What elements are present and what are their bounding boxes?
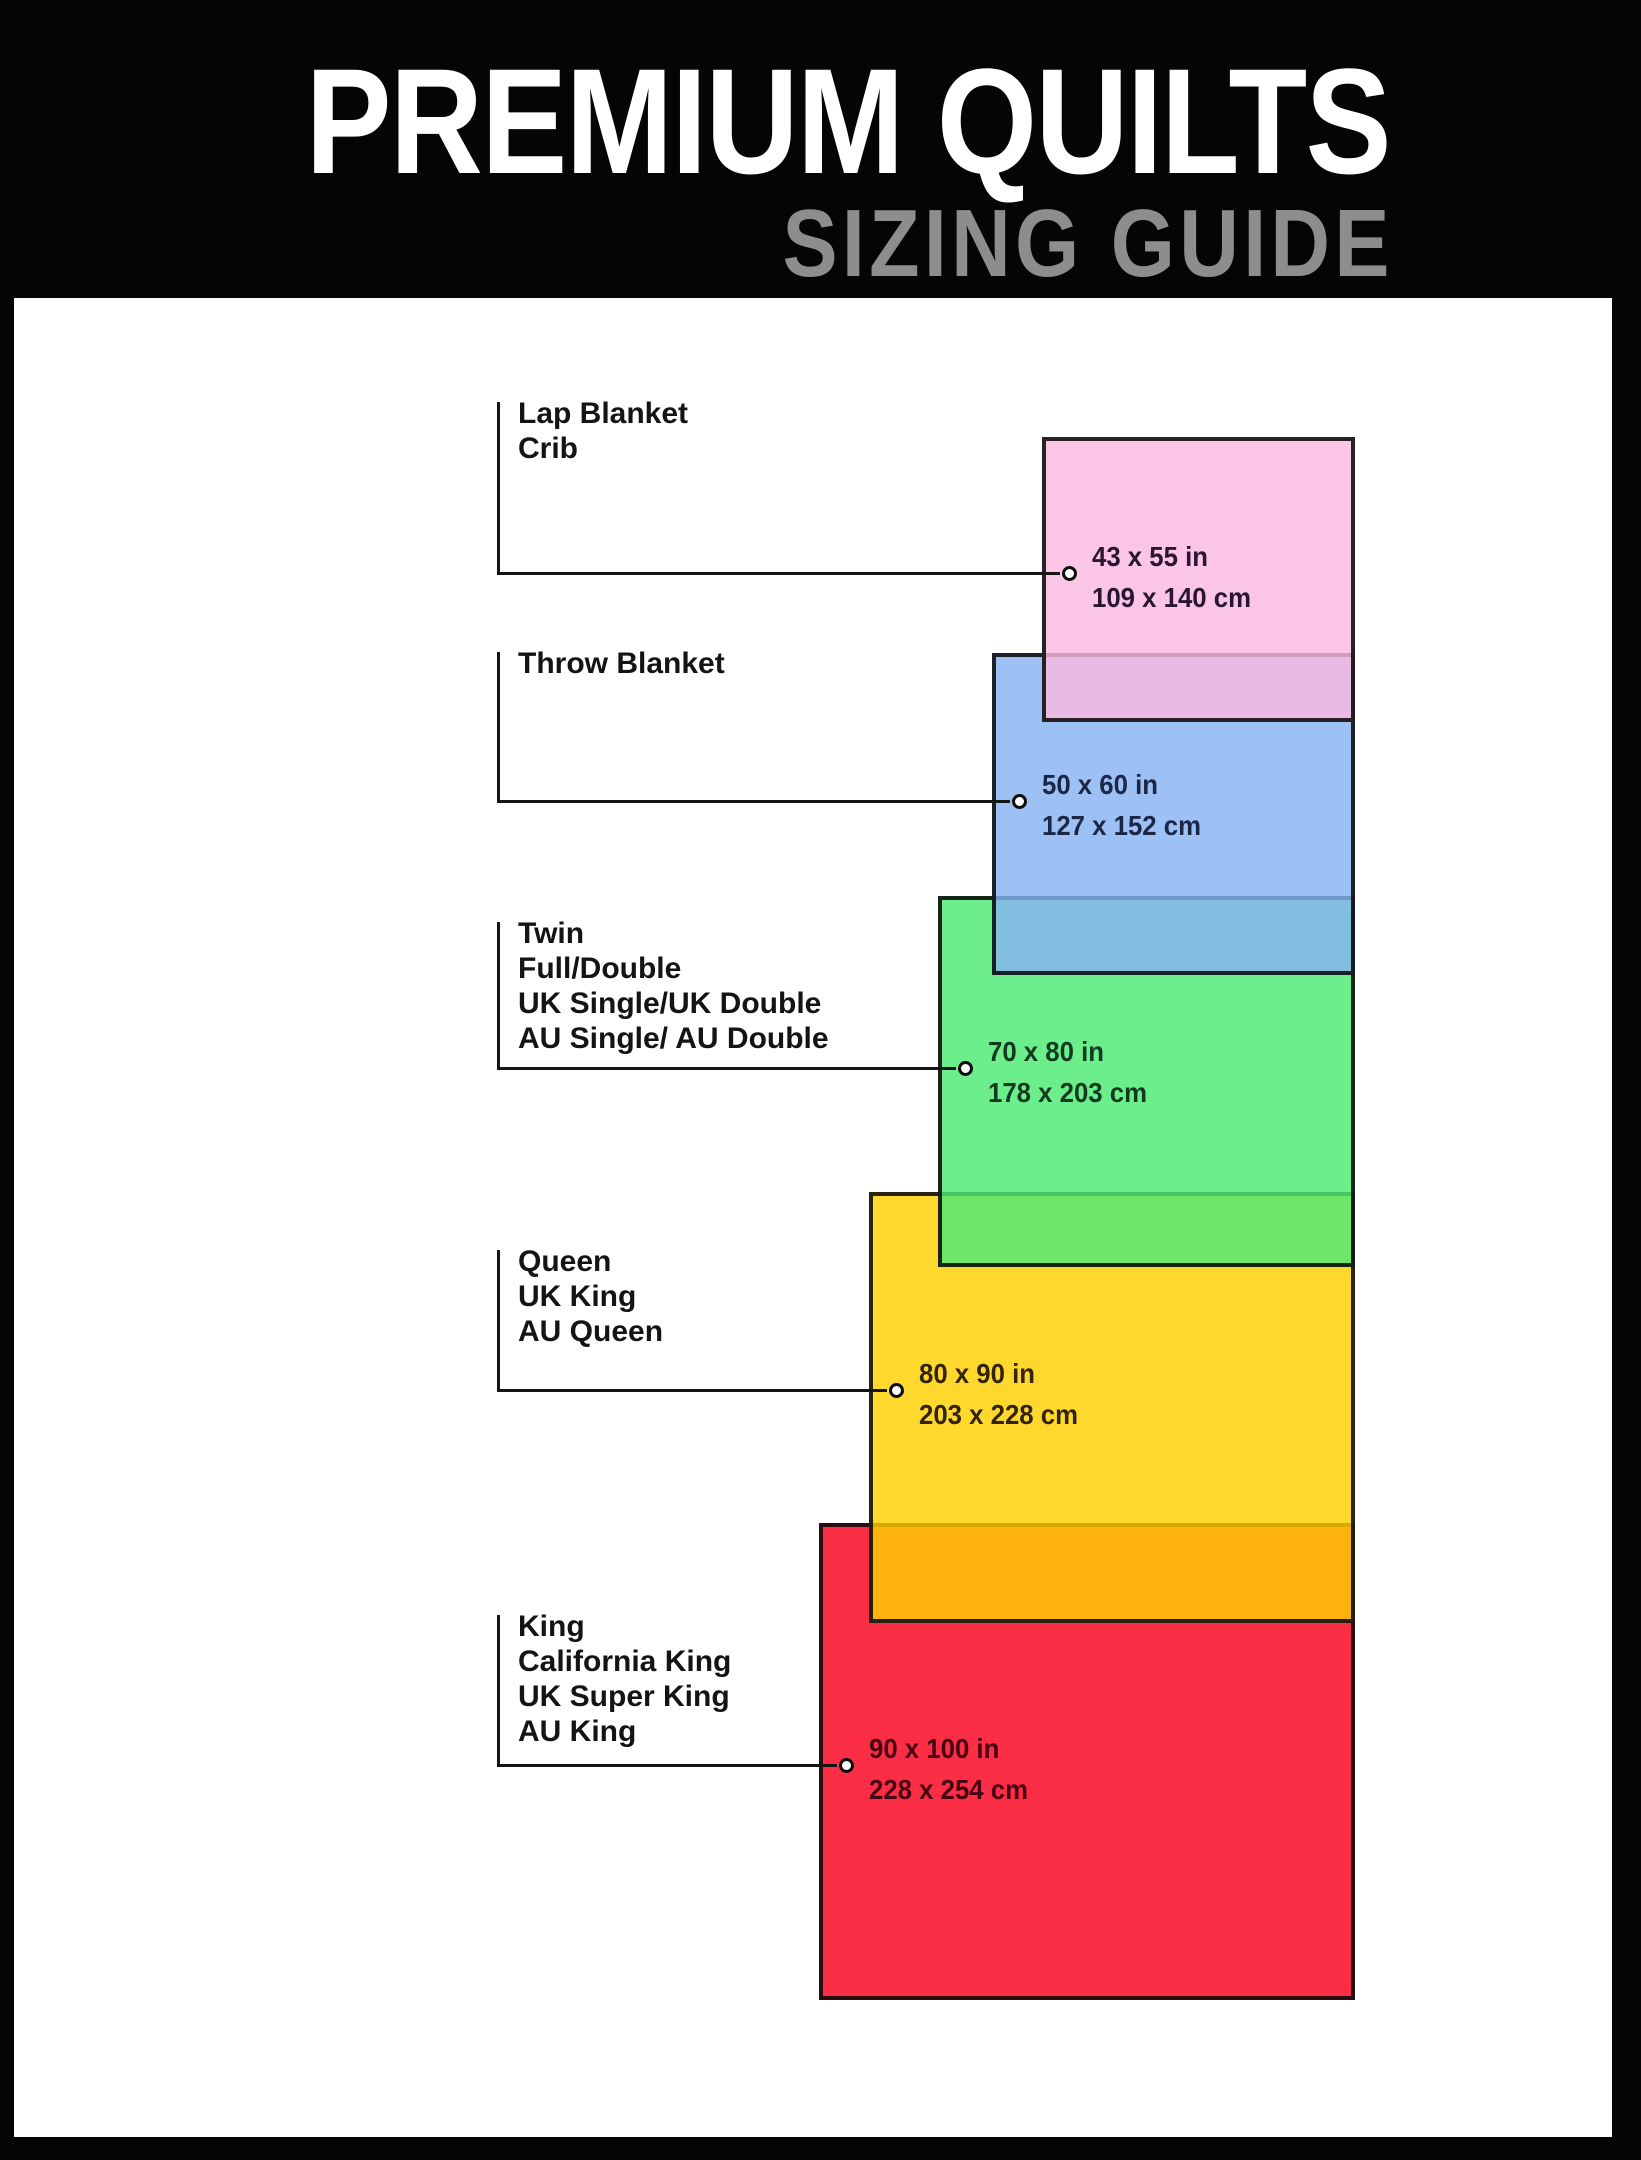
leader-line-horizontal (497, 1764, 837, 1767)
size-inches: 43 x 55 in (1092, 541, 1209, 572)
size-dimensions (869, 1728, 1028, 1810)
leader-line-vertical (497, 1615, 500, 1767)
marker-dot (1062, 566, 1077, 581)
size-label-line: AU Single/ AU Double (518, 1022, 829, 1055)
size-label-line: UK Super King (518, 1680, 730, 1713)
leader-line-horizontal (497, 1389, 887, 1392)
leader-line-vertical (497, 402, 500, 575)
size-label-line: Full/Double (518, 952, 682, 985)
leader-line-vertical (497, 922, 500, 1070)
size-centimeters: 109 x 140 cm (1092, 582, 1251, 613)
size-label (518, 1244, 663, 1349)
size-label-line: UK King (518, 1280, 637, 1313)
size-label (518, 1609, 731, 1749)
leader-line-horizontal (497, 800, 1010, 803)
page-subtitle: SIZING GUIDE (782, 190, 1394, 297)
size-label-line: California King (518, 1645, 732, 1678)
size-label-line: Queen (518, 1245, 612, 1278)
page-title: PREMIUM QUILTS (305, 37, 1390, 205)
size-inches: 70 x 80 in (988, 1036, 1105, 1067)
leader-line-horizontal (497, 1067, 956, 1070)
size-dimensions (1042, 764, 1201, 846)
size-label (518, 396, 688, 466)
size-dimensions (1092, 536, 1251, 618)
size-centimeters: 228 x 254 cm (869, 1774, 1028, 1805)
size-inches: 80 x 90 in (919, 1358, 1036, 1389)
size-label-line: Lap Blanket (518, 397, 689, 430)
size-label-line: AU Queen (518, 1315, 664, 1348)
leader-line-vertical (497, 1250, 500, 1392)
size-label-line: Crib (518, 432, 578, 465)
size-label-line: Twin (518, 917, 585, 950)
size-label (518, 646, 725, 681)
size-inches: 50 x 60 in (1042, 769, 1159, 800)
size-centimeters: 203 x 228 cm (919, 1399, 1078, 1430)
marker-dot (889, 1383, 904, 1398)
size-label-line: AU King (518, 1715, 637, 1748)
size-label-line: King (518, 1610, 585, 1643)
size-label-line: Throw Blanket (518, 647, 725, 680)
size-centimeters: 127 x 152 cm (1042, 810, 1201, 841)
size-label (518, 916, 829, 1056)
marker-dot (839, 1758, 854, 1773)
size-label-line: UK Single/UK Double (518, 987, 822, 1020)
size-dimensions (919, 1353, 1078, 1435)
size-inches: 90 x 100 in (869, 1733, 1000, 1764)
marker-dot (958, 1061, 973, 1076)
size-centimeters: 178 x 203 cm (988, 1077, 1147, 1108)
size-dimensions (988, 1031, 1147, 1113)
leader-line-horizontal (497, 572, 1060, 575)
leader-line-vertical (497, 652, 500, 803)
marker-dot (1012, 794, 1027, 809)
